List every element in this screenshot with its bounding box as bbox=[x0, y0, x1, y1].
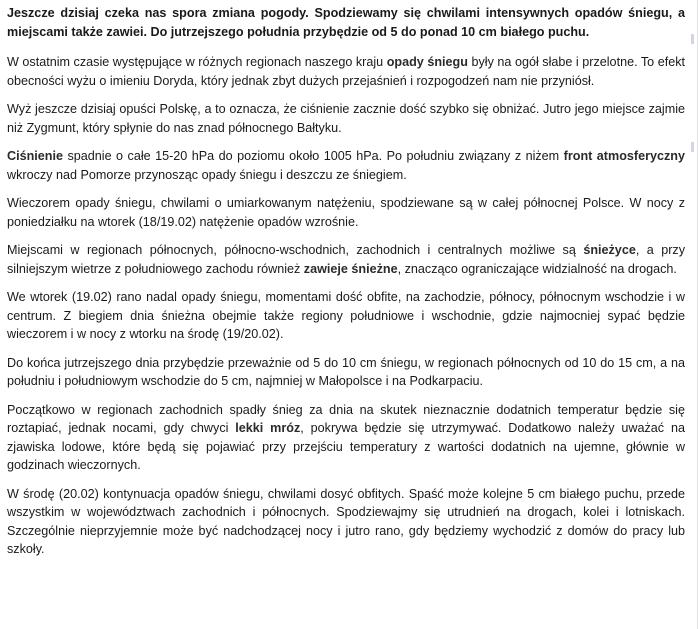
paragraph-3 bbox=[7, 147, 685, 184]
paragraph-5-text-b: , a przy silniejszym wietrze z południowego zachodu również bbox=[7, 243, 686, 276]
paragraph-6: We wtorek (19.02) rano nadal opady śniegu, momentami dość obfite, na zachodzie, północy, północnym wschodzie i w centrum. Z biegiem dnia śnieżna obejmie także regiony południowe i wschodnie, gdzie najmocniej sypać będzie wieczorem i w nocy z wtorku na środę (19/20.02). bbox=[7, 290, 685, 341]
paragraph-5-text-a: Miejscami w regionach północnych, północno-wschodnich, zachodnich i centralnych możliwe są bbox=[7, 243, 584, 257]
highlight-lekki-mroz: lekki mróz bbox=[235, 421, 301, 435]
paragraph-8 bbox=[7, 401, 685, 475]
highlight-cisnienie: Ciśnienie bbox=[7, 149, 63, 163]
paragraph-3-text-b: wkroczy nad Pomorze przynosząc opady śniegu i deszczu ze śniegiem. bbox=[7, 167, 407, 182]
paragraph-2: Wyż jeszcze dzisiaj opuści Polskę, a to oznacza, że ciśnienie zacznie dość szybko się obniżać. Jutro jego miejsce zajmie niż Zygmunt, który spłynie do nas znad północnego Bałtyku. bbox=[7, 102, 685, 135]
paragraph-5 bbox=[7, 241, 685, 278]
highlight-front-atmosferyczny: front atmosferyczny bbox=[563, 149, 685, 163]
paragraph-4: Wieczorem opady śniegu, chwilami o umiarkowanym natężeniu, spodziewane są w całej północnej Polsce. W nocy z poniedziałku na wtorek (18/19.02) natężenie opadów wzrośnie. bbox=[7, 196, 685, 229]
paragraph-7: Do końca jutrzejszego dnia przybędzie przeważnie od 5 do 10 cm śniegu, w regionach północnych od 10 do 15 cm, a na południu i południowym wschodzie do 5 cm, najmniej w Małopolsce i na Podkarpaciu. bbox=[7, 355, 685, 388]
paragraph-9: W środę (20.02) kontynuacja opadów śniegu, chwilami dosyć obfitych. Spaść może kolejne 5 cm białego puchu, przede wszystkim w województwach zachodnich i północnych. Spodziewajmy się utrudnień na drogach, kolei i lotniskach. Szczególnie nieprzyjemnie może być nadchodzącej nocy i jutro rano, gdy będziemy wychodzić z domów do pracy lub szkoły. bbox=[7, 486, 685, 556]
highlight-zawieje-sniezne: zawieje śnieżne bbox=[303, 261, 398, 276]
side-marker bbox=[691, 142, 694, 152]
paragraph-8-text-a: Początkowo w regionach zachodnich spadły śnieg za dnia na skutek nieznacznie dodatnich temperatur będzie się roztapiać, jednak nocami, gdy chwyci bbox=[7, 402, 685, 435]
paragraph-3-text-a: spadnie o całe 15-20 hPa do poziomu około 1005 hPa. Po południu związany z niżem bbox=[63, 149, 564, 163]
side-marker bbox=[691, 34, 694, 44]
article-body bbox=[7, 4, 685, 569]
paragraph-1-text-b: były na ogół słabe i przelotne. To efekt obecności wyżu o imieniu Doryda, który jednak zbyt dużych przejaśnień i rozpogodzeń nam nie przyniósł. bbox=[7, 55, 686, 88]
paragraph-5-text-c: , znacząco ograniczające widzialność na drogach. bbox=[397, 261, 677, 276]
highlight-opady-sniegu: opady śniegu bbox=[386, 55, 468, 69]
paragraph-1 bbox=[7, 53, 685, 90]
highlight-sniezyce: śnieżyce bbox=[583, 243, 636, 257]
paragraph-1-text-a: W ostatnim czasie występujące w różnych regionach naszego kraju bbox=[7, 55, 387, 69]
article-lead: Jeszcze dzisiaj czeka nas spora zmiana pogody. Spodziewamy się chwilami intensywnych opadów śniegu, a miejscami także zawiei. Do jutrzejszego południa przybędzie od 5 do ponad 10 cm białego puchu. bbox=[7, 6, 685, 39]
paragraph-8-text-b: , pokrywa będzie się utrzymywać. Dodatkowo należy uważać na zjawiska lodowe, które będą się pojawiać przy przejściu temperatury z wartości dodatnich na ujemne, głównie w godzinach wieczornych. bbox=[7, 421, 685, 472]
